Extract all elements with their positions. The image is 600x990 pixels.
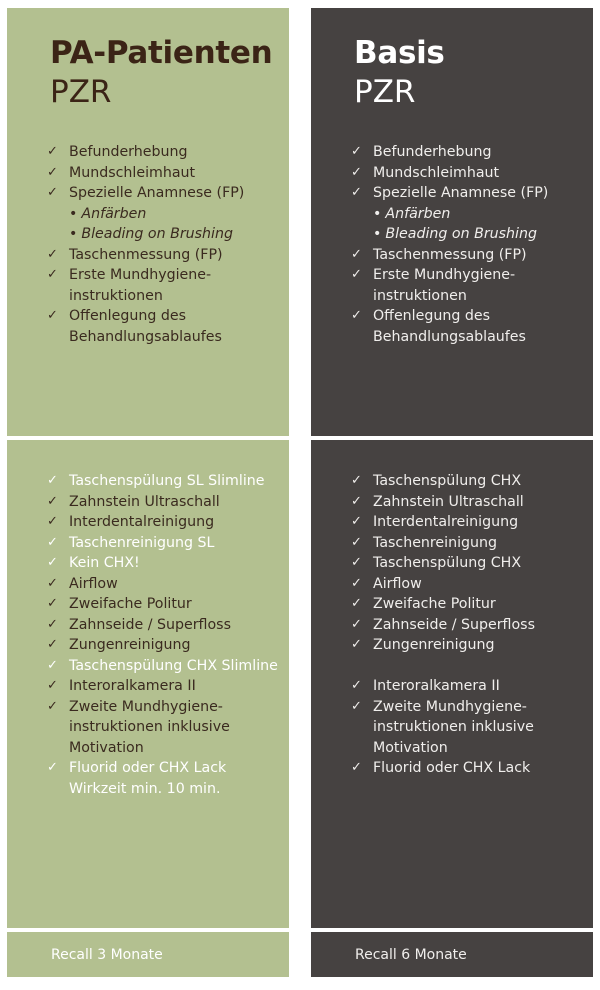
basis-title: Basis (354, 35, 445, 71)
check-icon: ✓ (351, 185, 362, 200)
bullet-icon: • (373, 205, 382, 222)
list-item: ✓ Airflow (351, 574, 587, 595)
list-item: ✓ Spezielle Anamnese (FP) (47, 183, 283, 204)
pa-patienten-initial-list (47, 142, 283, 347)
list-subitem: • Anfärben (373, 205, 451, 222)
basis-treatment-list (351, 471, 587, 779)
check-icon: ✓ (351, 473, 362, 488)
list-item: ✓ Spezielle Anamnese (FP) (351, 183, 587, 204)
basis-subtitle: PZR (354, 74, 416, 110)
list-item: ✓ Interdentalreinigung (47, 512, 283, 533)
list-item: ✓ Zahnstein Ultraschall (47, 492, 283, 513)
check-icon: ✓ (47, 534, 58, 550)
bullet-icon: • (69, 205, 78, 222)
check-icon: ✓ (47, 657, 58, 673)
list-item: ✓ Zahnseide / Superfloss (47, 615, 283, 636)
check-icon: ✓ (47, 185, 58, 200)
check-icon: ✓ (47, 267, 58, 282)
list-item: ✓ Taschenspülung CHX (351, 553, 587, 574)
pa-patienten-header-panel (7, 8, 289, 436)
list-item: ✓ Taschenreinigung (351, 533, 587, 554)
bullet-icon: • (373, 226, 382, 242)
list-item: ✓ Mundschleimhaut (47, 163, 283, 184)
list-item: ✓ Befunderhebung (47, 142, 283, 163)
list-item: ✓ Zweite Mundhygiene-instruktionen inklusive Motivation (351, 698, 534, 756)
list-item: ✓ Taschenreinigung SL (47, 533, 283, 554)
basis-initial-list (351, 142, 587, 347)
list-item: ✓ Fluorid oder CHX Lack (351, 758, 587, 779)
check-icon: ✓ (351, 164, 362, 180)
list-item: ✓ Fluorid oder CHX Lack Wirkzeit min. 10 min. (47, 760, 227, 797)
list-item: ✓ Taschenspülung CHX Slimline (47, 656, 283, 677)
list-item: ✓ Airflow (47, 574, 283, 595)
check-icon: ✓ (351, 760, 362, 775)
check-icon: ✓ (351, 144, 362, 159)
check-icon: ✓ (351, 616, 362, 632)
list-subitem: • Anfärben (69, 205, 147, 222)
check-icon: ✓ (351, 246, 362, 262)
check-icon: ✓ (47, 678, 58, 693)
list-item: ✓ Taschenmessung (FP) (351, 245, 587, 266)
list-item: ✓ Interoralkamera II (351, 676, 587, 697)
list-item: ✓ Zahnseide / Superfloss (351, 615, 587, 636)
list-item: ✓ Interdentalreinigung (351, 512, 587, 533)
list-item: ✓ Kein CHX! (47, 553, 283, 574)
list-item: ✓ Mundschleimhaut (351, 163, 587, 184)
pa-patienten-recall-panel (7, 932, 289, 977)
check-icon: ✓ (47, 246, 58, 262)
list-item: ✓ Taschenspülung CHX (351, 471, 587, 492)
basis-treatment-panel (311, 440, 593, 928)
list-item: ✓ Zahnstein Ultraschall (351, 492, 587, 513)
list-item: ✓ Zungenreinigung (47, 635, 283, 656)
pa-patienten-title: PA-Patienten (50, 35, 273, 71)
pa-patienten-treatment-panel (7, 440, 289, 928)
check-icon: ✓ (47, 493, 58, 509)
recall-label: Recall 6 Monate (355, 947, 467, 963)
check-icon: ✓ (351, 637, 362, 652)
list-item: ✓ Interoralkamera II (47, 676, 283, 697)
check-icon: ✓ (47, 473, 58, 488)
check-icon: ✓ (47, 308, 58, 323)
check-icon: ✓ (47, 164, 58, 180)
check-icon: ✓ (47, 596, 58, 611)
list-item: ✓ Erste Mundhygiene-instruktionen (351, 267, 516, 304)
check-icon: ✓ (47, 698, 58, 714)
list-item: ✓ Taschenspülung SL Slimline (47, 471, 283, 492)
basis-header-panel (311, 8, 593, 436)
list-subitem: • Bleading on Brushing (69, 226, 233, 242)
check-icon: ✓ (351, 555, 362, 570)
list-item: ✓ Zweifache Politur (47, 594, 283, 615)
pa-patienten-treatment-list (47, 471, 283, 799)
check-icon: ✓ (351, 514, 362, 529)
list-item: ✓ Zweifache Politur (351, 594, 587, 615)
check-icon: ✓ (47, 760, 58, 775)
list-item: ✓ Zungenreinigung (351, 635, 587, 656)
list-item: ✓ Taschenmessung (FP) (47, 245, 283, 266)
recall-label: Recall 3 Monate (51, 947, 163, 963)
check-icon: ✓ (351, 698, 362, 714)
check-icon: ✓ (351, 267, 362, 282)
list-item: ✓ Offenlegung des Behandlungsablaufes (47, 308, 222, 345)
check-icon: ✓ (47, 616, 58, 632)
check-icon: ✓ (351, 493, 362, 509)
check-icon: ✓ (351, 678, 362, 693)
bullet-icon: • (69, 226, 78, 242)
check-icon: ✓ (47, 144, 58, 159)
list-item: ✓ Offenlegung des Behandlungsablaufes (351, 308, 526, 345)
check-icon: ✓ (351, 575, 362, 591)
list-item: ✓ Zweite Mundhygiene-instruktionen inklusive Motivation (47, 698, 230, 756)
list-item: ✓ Erste Mundhygiene-instruktionen (47, 267, 212, 304)
list-subitem: • Bleading on Brushing (373, 226, 537, 242)
list-spacer (351, 656, 587, 677)
check-icon: ✓ (351, 534, 362, 550)
list-item: ✓ Befunderhebung (351, 142, 587, 163)
check-icon: ✓ (47, 555, 58, 570)
check-icon: ✓ (351, 596, 362, 611)
check-icon: ✓ (47, 514, 58, 529)
pa-patienten-subtitle: PZR (50, 74, 112, 110)
check-icon: ✓ (351, 308, 362, 323)
basis-recall-panel (311, 932, 593, 977)
check-icon: ✓ (47, 575, 58, 591)
check-icon: ✓ (47, 637, 58, 652)
